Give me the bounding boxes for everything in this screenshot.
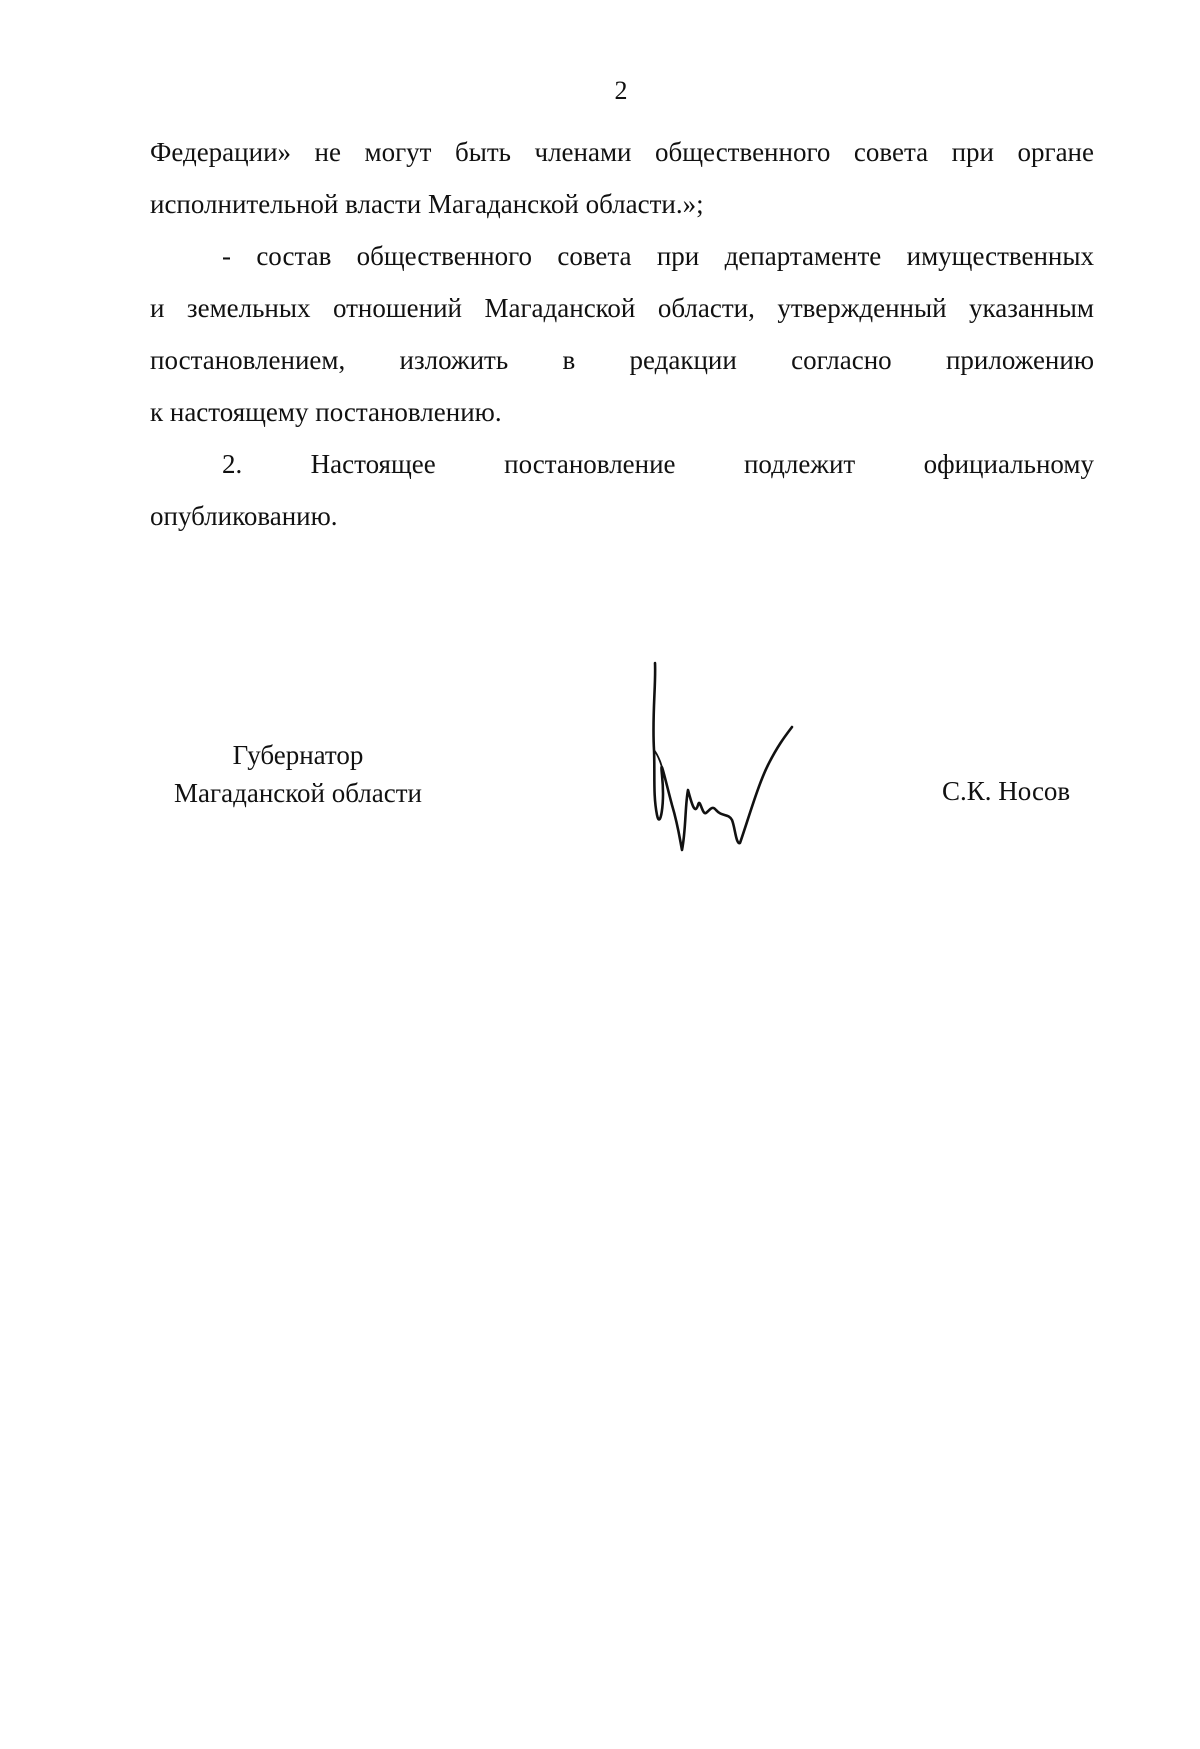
text-line: опубликованию.: [150, 501, 338, 531]
page-number: 2: [614, 76, 628, 105]
signatory-title-line: Губернатор: [232, 740, 364, 770]
text-line: Федерации» не могут быть членами общественного совета при органе: [150, 137, 1094, 167]
document-body: [150, 126, 1094, 542]
text-line: постановлением, изложить в редакции согласно приложению: [150, 345, 1094, 375]
signatory-title-line: Магаданской области: [174, 778, 422, 808]
text-line: к настоящему постановлению.: [150, 397, 502, 427]
paragraph-continuation: [150, 126, 1094, 230]
text-line: и земельных отношений Магаданской области, утвержденный указанным: [150, 293, 1094, 323]
text-line: 2. Настоящее постановление подлежит официальному: [222, 449, 1094, 479]
text-line: - состав общественного совета при департаменте имущественных: [222, 241, 1094, 271]
paragraph-publication: [150, 438, 1094, 542]
paragraph-council-composition: [150, 230, 1094, 438]
text-line: исполнительной власти Магаданской области.»;: [150, 189, 704, 219]
signatory-title: [150, 736, 446, 812]
handwritten-signature: [640, 655, 840, 875]
signatory-name: С.К. Носов: [942, 776, 1071, 806]
